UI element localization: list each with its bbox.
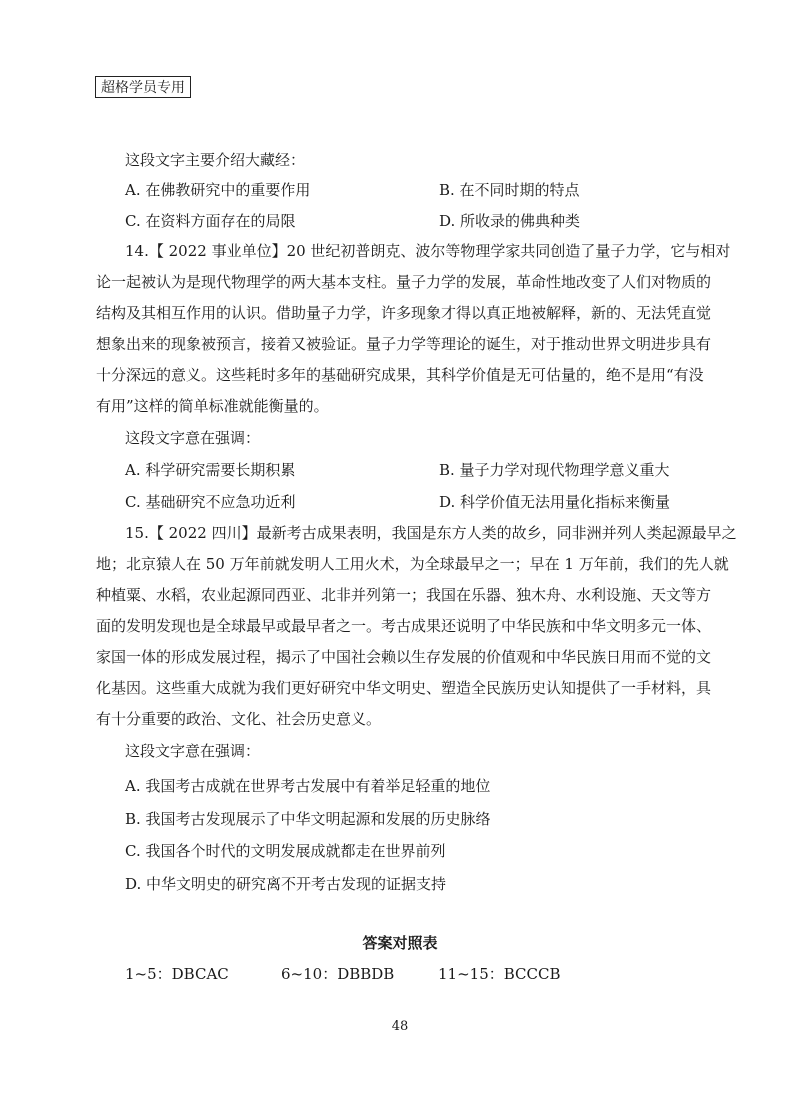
q14-option-c: C. 基础研究不应急功近利 — [125, 493, 296, 511]
q14-line-1: 14.【 2022 事业单位】20 世纪初普朗克、波尔等物理学家共同创造了量子力学，它与相对 — [125, 242, 731, 260]
answer-group-1: 1~5：DBCAC — [125, 965, 229, 983]
q14-option-b: B. 量子力学对现代物理学意义重大 — [439, 461, 670, 479]
q14-line-6: 有用”这样的简单标准就能衡量的。 — [96, 397, 329, 415]
q13-option-d: D. 所收录的佛典种类 — [439, 212, 581, 230]
answer-key-title: 答案对照表 — [362, 934, 438, 952]
q14-line-2: 论一起被认为是现代物理学的两大基本支柱。量子力学的发展，革命性地改变了人们对物质的 — [96, 273, 712, 291]
q15-line-1: 15.【 2022 四川】最新考古成果表明，我国是东方人类的故乡，同非洲并列人类起源最早之 — [125, 524, 737, 542]
q13-option-a: A. 在佛教研究中的重要作用 — [125, 181, 311, 199]
q14-line-4: 想象出来的现象被预言，接着又被验证。量子力学等理论的诞生，对于推动世界文明进步具有 — [96, 335, 712, 353]
q15-option-b: B. 我国考古发现展示了中华文明起源和发展的历史脉络 — [125, 810, 491, 828]
q13-stem: 这段文字主要介绍大藏经： — [125, 151, 306, 169]
q15-line-5: 家国一体的形成发展过程，揭示了中国社会赖以生存发展的价值观和中华民族日用而不觉的文 — [96, 648, 712, 666]
answer-group-3: 11~15：BCCCB — [438, 965, 561, 983]
page-number: 48 — [391, 1019, 409, 1034]
q15-line-7: 有十分重要的政治、文化、社会历史意义。 — [96, 710, 382, 728]
q15-line-2: 地；北京猿人在 50 万年前就发明人工用火术，为全球最早之一；早在 1 万年前，我们的先人就 — [96, 555, 729, 573]
q14-stem: 这段文字意在强调： — [125, 429, 261, 447]
q13-option-c: C. 在资料方面存在的局限 — [125, 212, 296, 230]
student-badge: 超格学员专用 — [95, 76, 191, 98]
q14-option-d: D. 科学价值无法用量化指标来衡量 — [439, 493, 671, 511]
q14-option-a: A. 科学研究需要长期积累 — [125, 461, 296, 479]
q13-option-b: B. 在不同时期的特点 — [439, 181, 580, 199]
q15-line-3: 种植粟、水稻，农业起源同西亚、北非并列第一；我国在乐器、独木舟、水利设施、天文等方 — [96, 586, 712, 604]
q15-option-c: C. 我国各个时代的文明发展成就都走在世界前列 — [125, 842, 446, 860]
q15-line-4: 面的发明发现也是全球最早或最早者之一。考古成果还说明了中华民族和中华文明多元一体、 — [96, 617, 712, 635]
q15-option-a: A. 我国考古成就在世界考古发展中有着举足轻重的地位 — [125, 777, 491, 795]
q14-line-3: 结构及其相互作用的认识。借助量子力学，许多现象才得以真正地被解释，新的、无法凭直觉 — [96, 304, 712, 322]
answer-group-2: 6~10：DBBDB — [281, 965, 395, 983]
q15-line-6: 化基因。这些重大成就为我们更好研究中华文明史、塑造全民族历史认知提供了一手材料，具 — [96, 679, 712, 697]
q14-line-5: 十分深远的意义。这些耗时多年的基础研究成果，其科学价值是无可估量的，绝不是用“有没 — [96, 366, 704, 384]
q15-option-d: D. 中华文明史的研究离不开考古发现的证据支持 — [125, 875, 447, 893]
q15-stem: 这段文字意在强调： — [125, 742, 261, 760]
